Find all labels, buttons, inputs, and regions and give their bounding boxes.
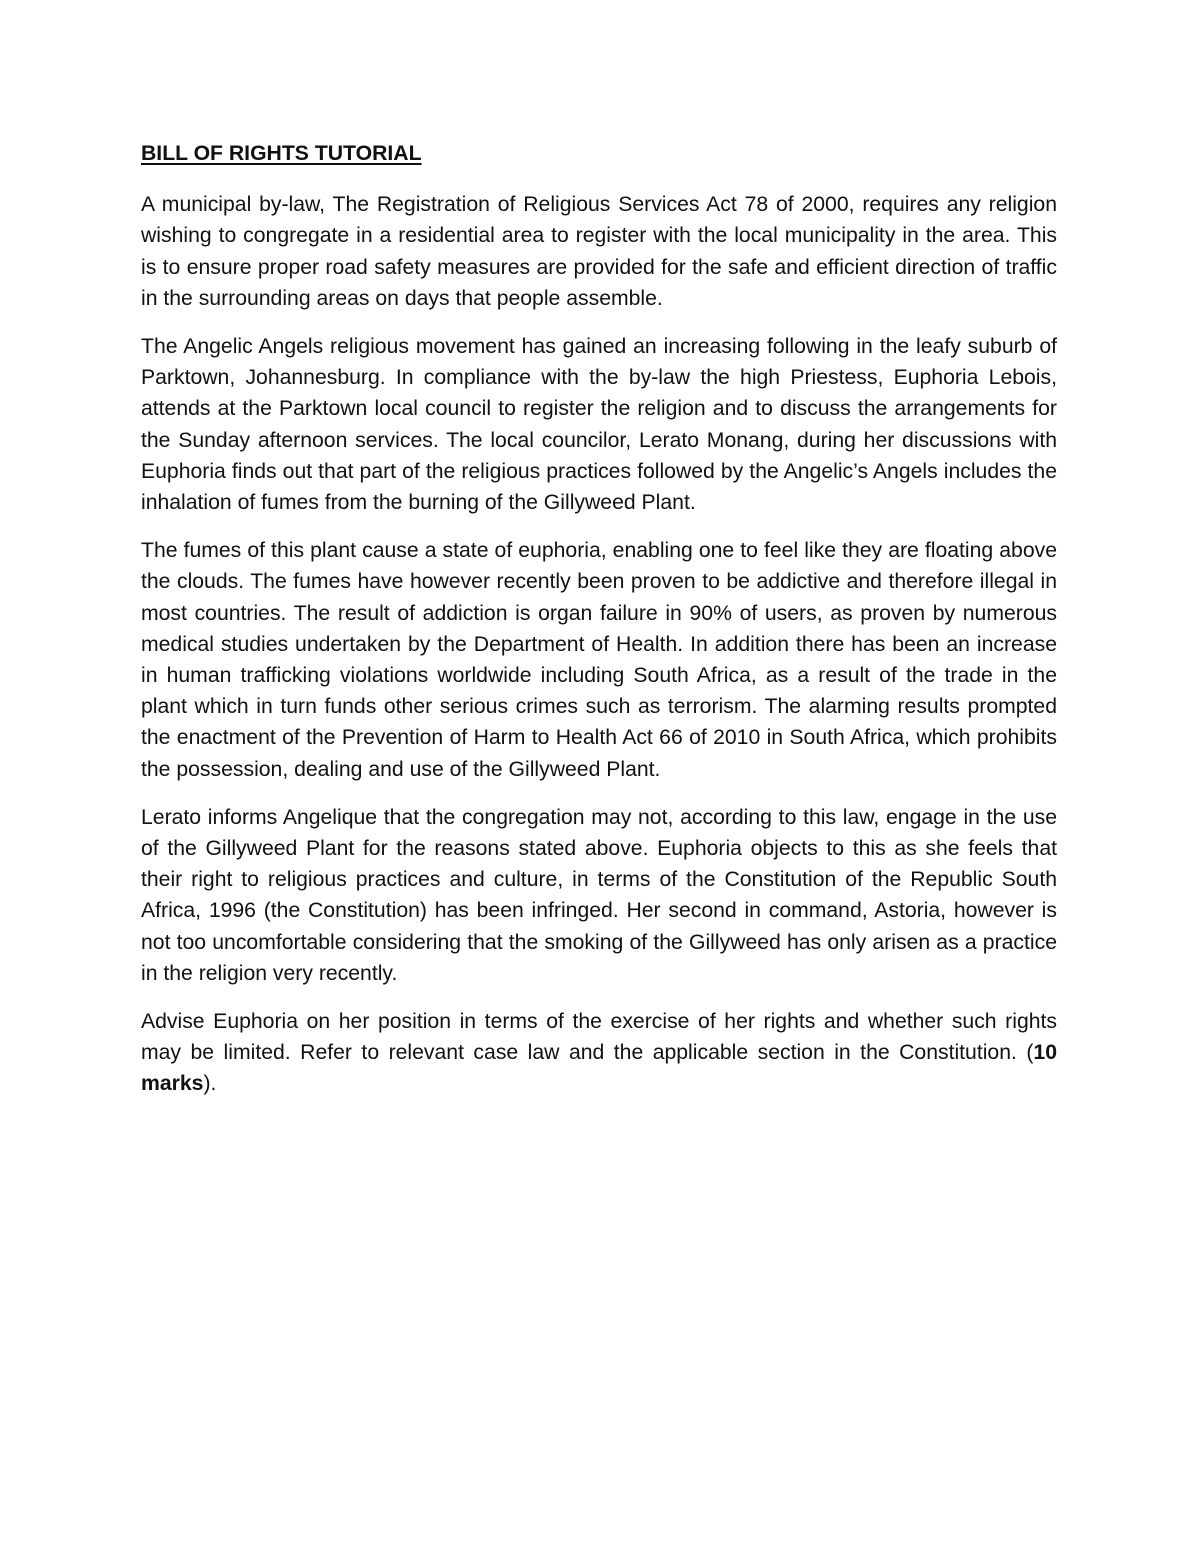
paragraph-gillyweed-fumes: The fumes of this plant cause a state of euphoria, enabling one to feel like they are floating above the clouds. The fumes have however recently been proven to be addictive and therefore illegal in most countries. The result of addiction is organ failure in 90% of users, as proven by numerous medical studies undertaken by the Department of Health. In addition there has been an increase in human trafficking violations worldwide including South Africa, as a result of the trade in the plant which in turn funds other serious crimes such as terrorism. The alarming results prompted the enactment of the Prevention of Harm to Health Act 66 of 2010 in South Africa, which prohibits the possession, dealing and use of the Gillyweed Plant. bbox=[141, 539, 1057, 781]
paragraph-objection: Lerato informs Angelique that the congregation may not, according to this law, engage in the use of the Gillyweed Plant for the reasons stated above. Euphoria objects to this as she feels that their right to religious practices and culture, in terms of the Constitution of the Republic South Africa, 1996 (the Constitution) has been infringed. Her second in command, Astoria, however is not too uncomfortable considering that the smoking of the Gillyweed has only arisen as a practice in the religion very recently. bbox=[141, 805, 1057, 985]
document-body bbox=[141, 138, 1057, 1117]
question-text: Advise Euphoria on her position in terms of the exercise of her rights and whether such rights may be limited. Refer to relevant case law and the applicable section in the Constitution. ( bbox=[141, 1010, 1057, 1065]
paragraph-bylaw: A municipal by-law, The Registration of Religious Services Act 78 of 2000, requires any religion wishing to congregate in a residential area to register with the local municipality in the area. This is to ensure proper road safety measures are provided for the safe and efficient direction of traffic in the surrounding areas on days that people assemble. bbox=[141, 193, 1057, 310]
paragraph-angelic-angels: The Angelic Angels religious movement has gained an increasing following in the leafy suburb of Parktown, Johannesburg. In compliance with the by-law the high Priestess, Euphoria Lebois, attends at the Parktown local council to register the religion and to discuss the arrangements for the Sunday afternoon services. The local councilor, Lerato Monang, during her discussions with Euphoria finds out that part of the religious practices followed by the Angelic’s Angels includes the inhalation of fumes from the burning of the Gillyweed Plant. bbox=[141, 335, 1057, 515]
marks-label: 10 marks bbox=[141, 1041, 1057, 1096]
paragraph-question bbox=[141, 1006, 1057, 1100]
question-suffix: ). bbox=[203, 1072, 217, 1096]
document-title: BILL OF RIGHTS TUTORIAL bbox=[141, 142, 422, 165]
